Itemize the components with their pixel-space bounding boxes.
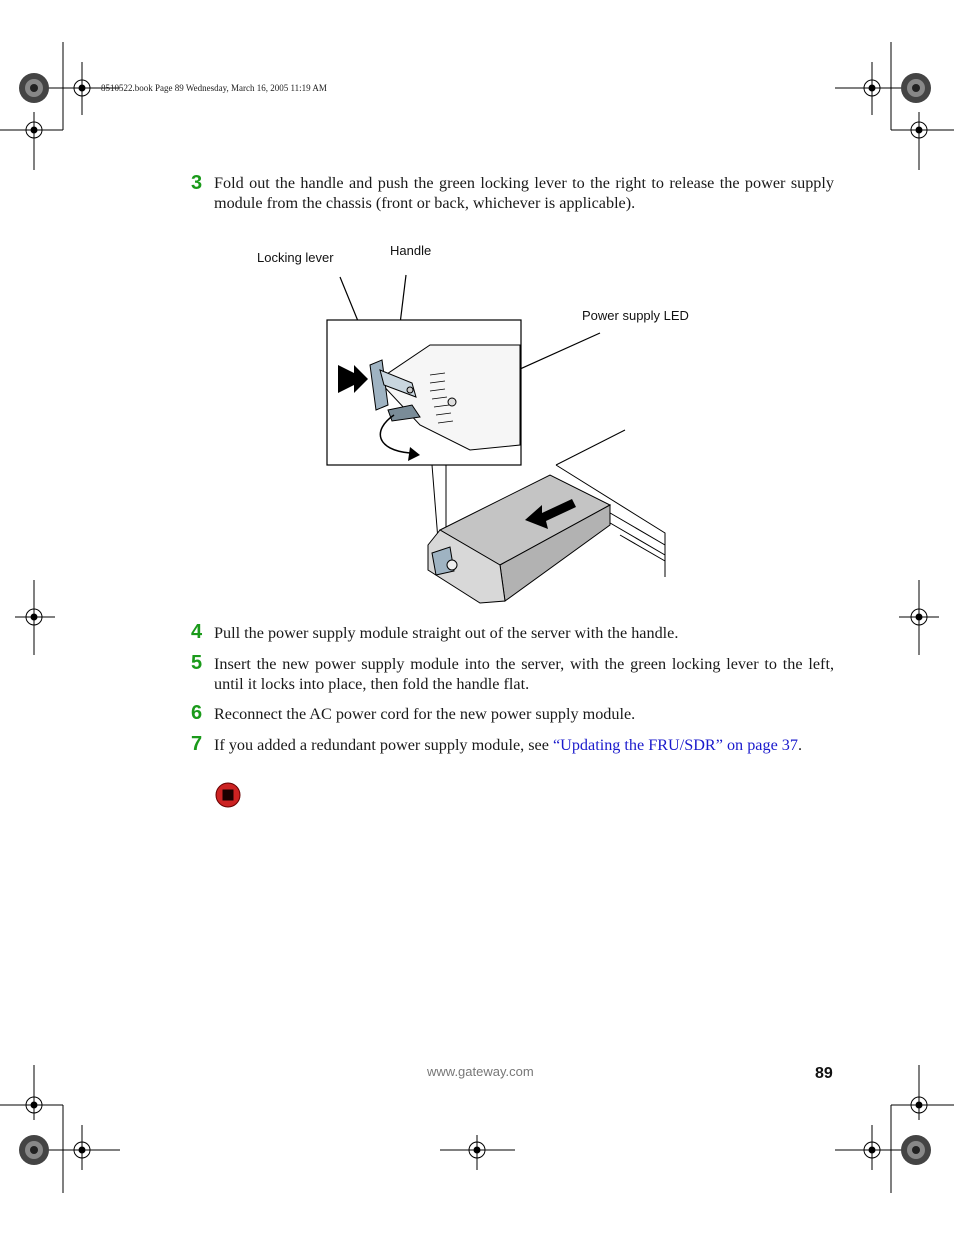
power-supply-diagram [320,265,680,610]
step-text-after-link: . [798,736,803,754]
footer-url: www.gateway.com [427,1064,534,1079]
step-text: Reconnect the AC power cord for the new power supply module. [214,705,636,723]
step-number: 6 [191,702,203,724]
label-locking-lever: Locking lever [257,250,334,265]
label-handle: Handle [390,243,432,258]
step-text: Pull the power supply module straight out of the server with the handle. [214,624,679,642]
step-number: 7 [191,733,203,755]
label-power-supply-led: Power supply LED [582,308,689,323]
stop-square-icon [215,782,241,808]
step-text-before-link: If you added a redundant power supply module, see [214,736,553,754]
step-text [214,736,834,756]
step-text: Fold out the handle and push the green locking lever to the right to release the power supply module from the chassis (front or back, whichever is applicable). [214,174,834,212]
step-number: 5 [191,652,203,674]
page-number: 89 [815,1065,833,1082]
cross-reference-link[interactable]: “Updating the FRU/SDR” on page 37 [552,736,798,754]
step-number: 3 [191,172,203,194]
book-info-header: 8510522.book Page 89 Wednesday, March 16, 2005 11:19 AM [101,83,327,93]
step-text: Insert the new power supply module into the server, with the green locking lever to the left, until it locks into place, then fold the handle flat. [214,655,834,693]
step-number: 4 [191,621,203,643]
